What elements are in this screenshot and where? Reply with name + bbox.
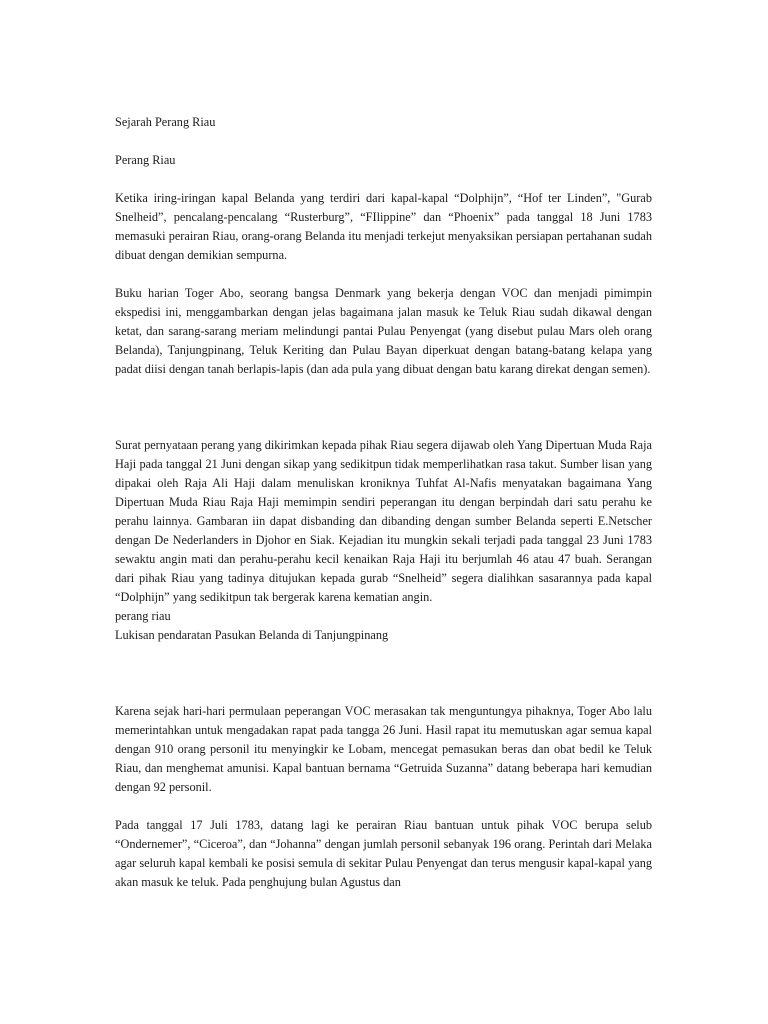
spacer [115,132,652,151]
section-heading: Perang Riau [115,153,176,167]
spacer [115,797,652,816]
document-body [115,113,652,892]
document-title: Sejarah Perang Riau [115,115,216,129]
spacer [115,170,652,189]
paragraph-3: Surat pernyataan perang yang dikirimkan kepada pihak Riau segera dijawab oleh Yang Dipertuan Muda Raja Haji pada tanggal 21 Juni dengan sikap yang sedikitpun tidak memperlihatkan rasa takut. Sumber lisan yang dipakai oleh Raja Ali Haji dalam menuliskan kroniknya Tuhfat Al-Nafis menyatakan bagaimana Yang Dipertuan Muda Riau Raja Haji memimpin sendiri peperangan itu dengan berpindah dari satu perahu ke perahu lainnya. Gambaran iin dapat disbanding dan dibanding dengan sumber Belanda seperti E.Netscher dengan De Nederlanders in Djohor en Siak. Kejadian itu mungkin sekali terjadi pada tanggal 23 Juni 1783 sewaktu angin mati dan perahu-perahu kecil kenaikan Raja Haji itu berjumlah 46 atau 47 buah. Serangan dari pihak Riau yang tadinya ditujukan kepada gurab “Snelheid” segera dialihkan sasarannya pada kapal “Dolphijn” yang sedikitpun tak bergerak karena kematian angin. [115,438,652,604]
image-label: perang riau [115,609,171,623]
image-caption: Lukisan pendaratan Pasukan Belanda di Tanjungpinang [115,628,389,642]
spacer [115,265,652,284]
paragraph-4: Karena sejak hari-hari permulaan peperangan VOC merasakan tak menguntungya pihaknya, Toger Abo lalu memerintahkan untuk mengadakan rapat pada tangga 26 Juni. Hasil rapat itu memutuskan agar semua kapal dengan 910 orang personil itu menyingkir ke Lobam, mencegat pemasukan beras dan obat bedil ke Teluk Riau, dan menghemat amunisi. Kapal bantuan bernama “Getruida Suzanna” datang beberapa hari kemudian dengan 92 personil. [115,704,652,794]
spacer [115,379,652,436]
paragraph-2: Buku harian Toger Abo, seorang bangsa Denmark yang bekerja dengan VOC dan menjadi pimimpin ekspedisi ini, menggambarkan dengan jelas bagaimana jalan masuk ke Teluk Riau sudah dikawal dengan ketat, dan sarang-sarang meriam melindungi pantai Pulau Penyengat (yang disebut pulau Mars oleh orang Belanda), Tanjungpinang, Teluk Keriting dan Pulau Bayan diperkuat dengan batang-batang kelapa yang padat diisi dengan tanah berlapis-lapis (dan ada pula yang dibuat dengan batu karang direkat dengan semen). [115,286,652,376]
spacer [115,645,652,702]
paragraph-1: Ketika iring-iringan kapal Belanda yang terdiri dari kapal-kapal “Dolphijn”, “Hof ter Linden”, "Gurab Snelheid”, pencalang-pencalang “Rusterburg”, “FIlippine” dan “Phoenix” pada tanggal 18 Juni 1783 memasuki perairan Riau, orang-orang Belanda itu menjadi terkejut menyaksikan persiapan pertahanan sudah dibuat dengan demikian sempurna. [115,191,652,262]
paragraph-5: Pada tanggal 17 Juli 1783, datang lagi ke perairan Riau bantuan untuk pihak VOC berupa selub “Ondernemer”, “Ciceroa”, dan “Johanna” dengan jumlah personil sebanyak 196 orang. Perintah dari Melaka agar seluruh kapal kembali ke posisi semula di sekitar Pulau Penyengat dan terus mengusir kapal-kapal yang akan masuk ke teluk. Pada penghujung bulan Agustus dan [115,818,652,889]
